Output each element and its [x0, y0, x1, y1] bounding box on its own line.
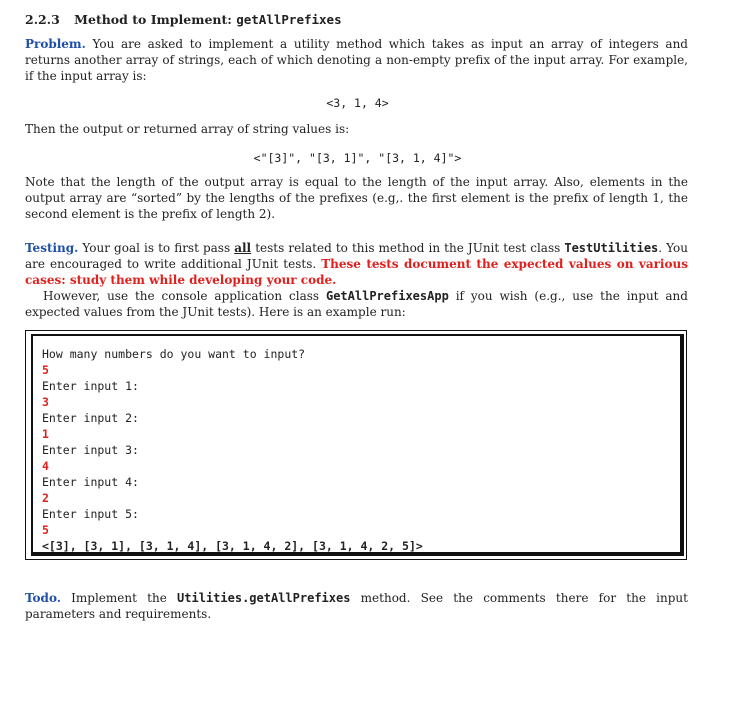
console-output — [42, 346, 423, 554]
todo-text-2: method. See the comments there for the input parameters and requirements. — [25, 591, 688, 621]
note-paragraph: Note that the length of the output array is equal to the length of the input array. Also, elements in the output array are “sorted” by the lengths of the prefixes (e.g,. the first element is the prefix of length 1, the second element is the prefix of length 2). — [25, 175, 688, 221]
console-user-input: 2 — [42, 491, 49, 505]
example-output: <"[3]", "[3, 1]", "[3, 1, 4]"> — [253, 151, 462, 165]
example-input: <3, 1, 4> — [326, 96, 389, 110]
testing-text-4: However, use the console application class — [43, 289, 320, 303]
console-user-input: 4 — [42, 459, 49, 473]
test-class-name: TestUtilities — [564, 241, 659, 255]
console-frame — [31, 334, 684, 556]
problem-label: Problem. — [25, 37, 86, 51]
problem-paragraph — [25, 36, 688, 84]
console-prompt-line: Enter input 3: — [42, 443, 139, 457]
console-prompt-line: Enter input 2: — [42, 411, 139, 425]
console-prompt-line: Enter input 5: — [42, 507, 139, 521]
todo-label: Todo. — [25, 591, 61, 605]
console-result-line: <[3], [3, 1], [3, 1, 4], [3, 1, 4, 2], [3, 1, 4, 2, 5]> — [42, 539, 423, 553]
console-user-input: 1 — [42, 427, 49, 441]
testing-text-5: if you wish (e.g., use the input and expected values from the JUnit tests). Here is an example run: — [25, 289, 688, 319]
console-box — [25, 330, 687, 560]
section-title: Method to Implement: — [74, 12, 232, 27]
testing-text-1: Your goal is to first pass — [82, 241, 231, 255]
testing-text-2: tests related to this method in the JUnit test class — [255, 241, 561, 255]
output-intro: Then the output or returned array of string values is: — [25, 122, 350, 136]
todo-method-name: Utilities.getAllPrefixes — [177, 591, 351, 605]
console-user-input: 5 — [42, 363, 49, 377]
console-prompt-line: Enter input 1: — [42, 379, 139, 393]
console-user-input: 3 — [42, 395, 49, 409]
app-class-name: GetAllPrefixesApp — [325, 289, 449, 303]
testing-text-3: . You are encouraged to write additional JUnit tests. — [25, 241, 688, 271]
console-prompt-line: How many numbers do you want to input? — [42, 347, 306, 361]
console-user-input: 5 — [42, 523, 49, 537]
testing-label: Testing. — [25, 241, 79, 255]
section-heading — [25, 12, 342, 27]
section-number: 2.2.3 — [25, 12, 60, 27]
testing-paragraph — [25, 240, 688, 320]
section-method-name: getAllPrefixes — [236, 12, 342, 27]
todo-text-1: Implement the — [71, 591, 167, 605]
todo-paragraph — [25, 590, 688, 622]
testing-all: all — [234, 241, 252, 255]
testing-red-text: These tests document the expected values on various cases: study them while developing your code. — [25, 257, 688, 287]
problem-text: You are asked to implement a utility method which takes as input an array of integers and returns another array of strings, each of which denoting a non-empty prefix of the input array. For example, if the input array is: — [25, 37, 688, 83]
console-prompt-line: Enter input 4: — [42, 475, 139, 489]
